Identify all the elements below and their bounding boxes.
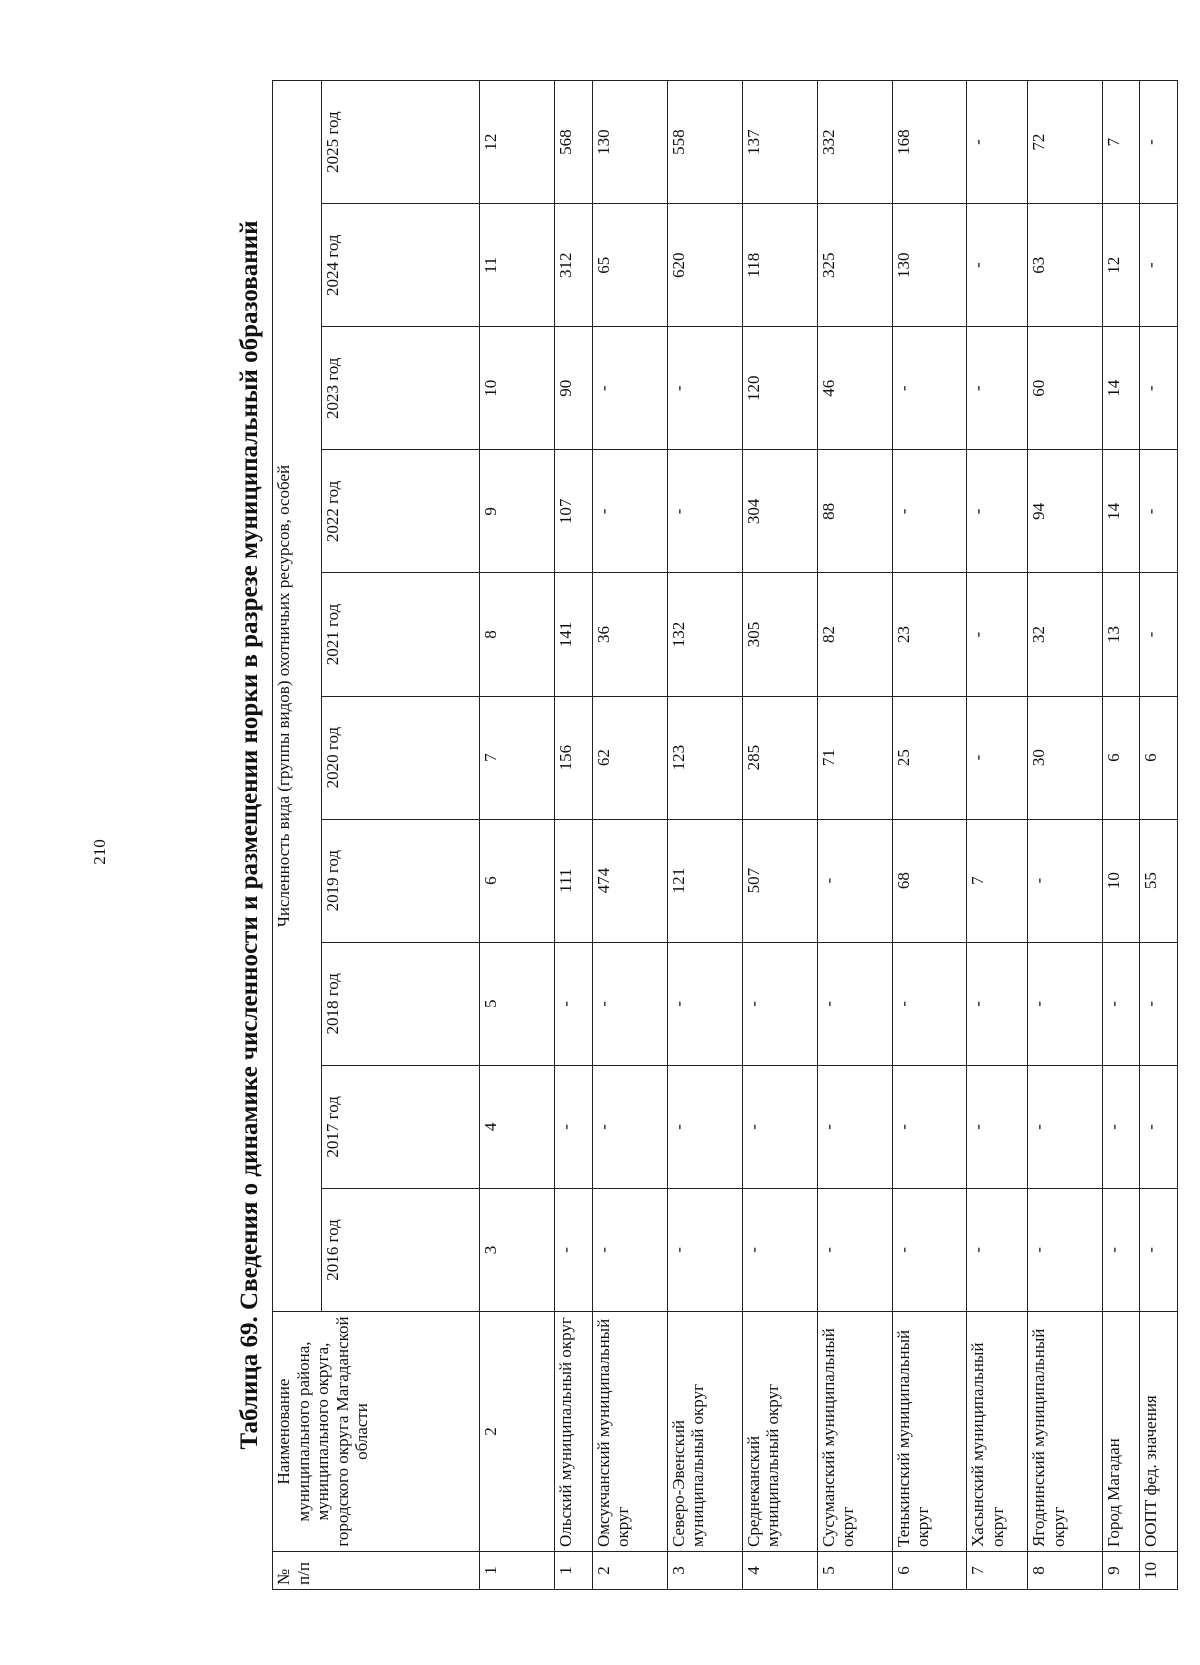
value-cell: - [817,1065,892,1188]
value-cell: - [967,942,1028,1065]
row-number: 4 [742,1552,817,1590]
row-number: 6 [892,1552,967,1590]
value-cell: 55 [1140,819,1178,942]
value-cell: 32 [1028,573,1103,696]
value-cell: - [667,1188,742,1311]
value-cell: - [592,1065,667,1188]
value-cell: 305 [742,573,817,696]
value-cell: - [892,1065,967,1188]
value-cell: 13 [1103,573,1140,696]
value-cell: - [742,942,817,1065]
value-cell: - [1140,942,1178,1065]
value-cell: 7 [1103,81,1140,204]
value-cell: 168 [892,81,967,204]
value-cell: 123 [667,696,742,819]
value-cell: 88 [817,450,892,573]
value-cell: 71 [817,696,892,819]
table-row [555,81,592,1590]
index-cell: 7 [480,696,555,819]
table-row [592,81,667,1590]
value-cell: - [967,573,1028,696]
value-cell: 332 [817,81,892,204]
value-cell: 12 [1103,204,1140,327]
value-cell: 14 [1103,327,1140,450]
value-cell: 120 [742,327,817,450]
row-number: 5 [817,1552,892,1590]
value-cell: - [892,450,967,573]
value-cell: 62 [592,696,667,819]
municipality-name: Тенькинский муниципальный округ [892,1312,967,1552]
index-cell: 11 [480,204,555,327]
value-cell: 118 [742,204,817,327]
value-cell: - [667,327,742,450]
value-cell: 25 [892,696,967,819]
value-cell: - [592,1188,667,1311]
value-cell: 137 [742,81,817,204]
value-cell: 65 [592,204,667,327]
header-year: 2019 год [321,819,479,942]
value-cell: - [555,1188,592,1311]
value-cell: - [967,1188,1028,1311]
value-cell: 558 [667,81,742,204]
value-cell: - [1028,1065,1103,1188]
value-cell: - [1140,81,1178,204]
value-cell: - [817,1188,892,1311]
value-cell: 130 [892,204,967,327]
index-cell: 4 [480,1065,555,1188]
header-col-no: № п/п [273,1552,480,1590]
municipality-name: Ольский муниципальный округ [555,1312,592,1552]
value-cell: 7 [967,819,1028,942]
value-cell: - [667,450,742,573]
header-row-group [273,81,322,1590]
value-cell: 156 [555,696,592,819]
table-row [1028,81,1103,1590]
header-col-name: Наименование муниципального района, муниципального округа, городского округа Магаданской области [273,1312,480,1552]
value-cell: - [817,942,892,1065]
value-cell: 132 [667,573,742,696]
value-cell: - [1028,1188,1103,1311]
value-cell: - [555,1065,592,1188]
header-year: 2022 год [321,450,479,573]
value-cell: 130 [592,81,667,204]
header-group: Численность вида (группы видов) охотничьих ресурсов, особей [273,81,322,1312]
row-number: 10 [1140,1552,1178,1590]
value-cell: - [1140,450,1178,573]
value-cell: - [1140,1065,1178,1188]
index-cell: 2 [480,1312,555,1552]
municipality-name: Хасынский муниципальный округ [967,1312,1028,1552]
value-cell: - [1140,573,1178,696]
index-cell: 8 [480,573,555,696]
value-cell: 36 [592,573,667,696]
value-cell: - [592,942,667,1065]
value-cell: - [892,1188,967,1311]
value-cell: 10 [1103,819,1140,942]
table-row [742,81,817,1590]
page-number: 210 [90,839,109,865]
data-table [272,80,1178,1590]
value-cell: - [892,942,967,1065]
value-cell: - [817,819,892,942]
municipality-name: Омсукчанский муниципальный округ [592,1312,667,1552]
header-year: 2017 год [321,1065,479,1188]
value-cell: 312 [555,204,592,327]
row-number: 8 [1028,1552,1103,1590]
value-cell: 72 [1028,81,1103,204]
value-cell: 30 [1028,696,1103,819]
header-year: 2023 год [321,327,479,450]
value-cell: 141 [555,573,592,696]
header-year: 2018 год [321,942,479,1065]
value-cell: - [555,942,592,1065]
value-cell: - [1103,1065,1140,1188]
index-cell: 10 [480,327,555,450]
value-cell: - [592,327,667,450]
municipality-name: Сусуманский муниципальный округ [817,1312,892,1552]
value-cell: 325 [817,204,892,327]
value-cell: - [967,204,1028,327]
value-cell: - [592,450,667,573]
table-row [967,81,1028,1590]
value-cell: 46 [817,327,892,450]
value-cell: 107 [555,450,592,573]
value-cell: - [967,1065,1028,1188]
value-cell: 507 [742,819,817,942]
index-cell: 6 [480,819,555,942]
value-cell: - [1103,942,1140,1065]
value-cell: - [967,81,1028,204]
value-cell: 23 [892,573,967,696]
value-cell: - [967,696,1028,819]
value-cell: - [1028,819,1103,942]
row-number: 1 [555,1552,592,1590]
value-cell: 304 [742,450,817,573]
value-cell: 285 [742,696,817,819]
rotated-table-block [230,80,1180,1590]
index-cell: 3 [480,1188,555,1311]
table-title: Таблица 69. Сведения о динамике численности и размещении норки в разрезе муниципальный образований [236,220,263,1450]
value-cell: - [1028,942,1103,1065]
value-cell: - [967,450,1028,573]
row-number: 7 [967,1552,1028,1590]
value-cell: 63 [1028,204,1103,327]
value-cell: 6 [1140,696,1178,819]
value-cell: 90 [555,327,592,450]
row-number: 9 [1103,1552,1140,1590]
value-cell: - [1103,1188,1140,1311]
row-number: 3 [667,1552,742,1590]
table-row [817,81,892,1590]
value-cell: 14 [1103,450,1140,573]
municipality-name: ООПТ фед. значения [1140,1312,1178,1552]
value-cell: - [892,327,967,450]
header-year: 2021 год [321,573,479,696]
header-year: 2020 год [321,696,479,819]
value-cell: 620 [667,204,742,327]
header-year: 2016 год [321,1188,479,1311]
table-row [1140,81,1178,1590]
value-cell: - [1140,1188,1178,1311]
value-cell: 6 [1103,696,1140,819]
municipality-name: Ягоднинский муниципальный округ [1028,1312,1103,1552]
value-cell: 68 [892,819,967,942]
value-cell: - [1140,327,1178,450]
table-row [667,81,742,1590]
value-cell: - [667,1065,742,1188]
table-row [1103,81,1140,1590]
value-cell: 474 [592,819,667,942]
index-cell: 1 [480,1552,555,1590]
header-year: 2024 год [321,204,479,327]
row-number: 2 [592,1552,667,1590]
value-cell: 568 [555,81,592,204]
value-cell: 94 [1028,450,1103,573]
value-cell: - [742,1188,817,1311]
municipality-name: Среднеканский муниципальный округ [742,1312,817,1552]
value-cell: 82 [817,573,892,696]
index-cell: 5 [480,942,555,1065]
index-cell: 12 [480,81,555,204]
index-cell: 9 [480,450,555,573]
index-row [480,81,555,1590]
header-year: 2025 год [321,81,479,204]
value-cell: - [667,942,742,1065]
value-cell: 111 [555,819,592,942]
value-cell: - [967,327,1028,450]
value-cell: 121 [667,819,742,942]
value-cell: - [1140,204,1178,327]
municipality-name: Город Магадан [1103,1312,1140,1552]
table-row [892,81,967,1590]
value-cell: 60 [1028,327,1103,450]
value-cell: - [742,1065,817,1188]
municipality-name: Северо-Эвенский муниципальный округ [667,1312,742,1552]
